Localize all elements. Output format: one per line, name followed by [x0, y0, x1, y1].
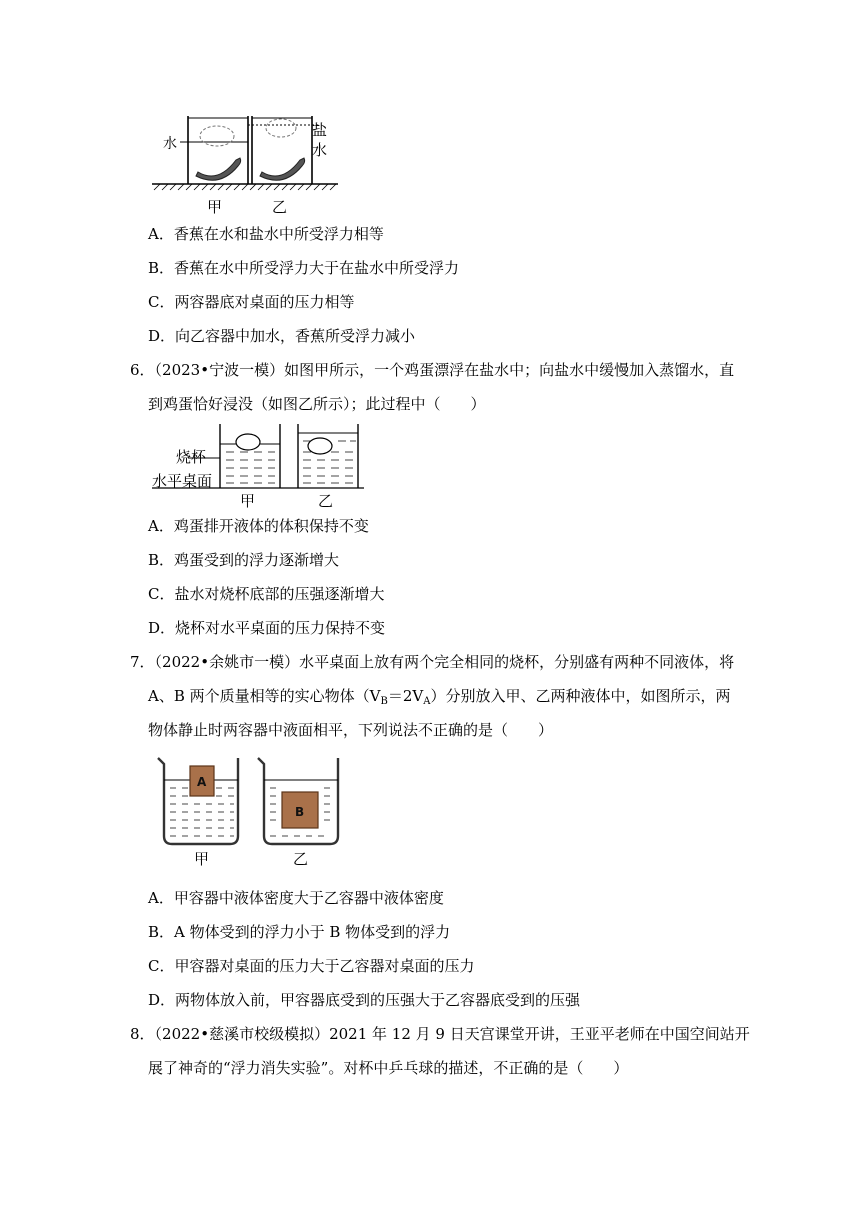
fig6-beaker-label: 烧杯: [176, 448, 207, 466]
q5-option-c: C．两容器底对桌面的压力相等: [148, 293, 355, 311]
banana-left-icon: [196, 158, 241, 180]
q7-option-b: B．A 物体受到的浮力小于 B 物体受到的浮力: [148, 923, 451, 941]
fig5-left-label: 水: [163, 136, 177, 152]
egg-right-icon: [308, 438, 332, 454]
egg-figure: [148, 422, 368, 512]
q6-stem-line-2: 到鸡蛋恰好浸没（如图乙所示）；此过程中（ ）: [148, 395, 486, 413]
q7-stem-line-2: A、B 两个质量相等的实心物体$(V_B=2V_A)$分别放入甲、乙两种液体中，如图所示，两: [148, 687, 731, 707]
banana-figure: [150, 108, 350, 218]
fig5-right-label-1: 盐: [312, 121, 328, 139]
fig7-caption-left: 甲: [194, 850, 210, 866]
q5-option-b: B．香蕉在水中所受浮力大于在盐水中所受浮力: [148, 259, 460, 277]
q8-stem-line-1: 8．（2022•慈溪市校级模拟）2021 年 12 月 9 日天宫课堂开讲，王亚平老师在中国空间站开: [130, 1025, 750, 1043]
fig5-caption-left: 甲: [207, 198, 223, 216]
q6-option-a: A．鸡蛋排开液体的体积保持不变: [148, 517, 369, 535]
q6-option-d: D．烧杯对水平桌面的压力保持不变: [148, 619, 386, 637]
blocks-figure: [152, 754, 348, 866]
block-b-label: B: [295, 805, 305, 819]
q6-option-c: C．盐水对烧杯底部的压强逐渐增大: [148, 585, 385, 603]
fig6-caption-right: 乙: [318, 492, 334, 510]
fig6-table-label: 水平桌面: [152, 472, 213, 490]
q7-option-a: A．甲容器中液体密度大于乙容器中液体密度: [148, 889, 444, 907]
fig7-caption-right: 乙: [293, 850, 309, 866]
q7-option-c: C．甲容器对桌面的压力大于乙容器对桌面的压力: [148, 957, 475, 975]
banana-right-icon: [260, 158, 305, 180]
egg-left-icon: [236, 434, 260, 450]
q7-stem-line-3: 物体静止时两容器中液面相平，下列说法不正确的是（ ）: [148, 721, 554, 739]
q6-option-b: B．鸡蛋受到的浮力逐渐增大: [148, 551, 340, 569]
q8-stem-line-2: 展了神奇的“浮力消失实验”。对杯中乒乓球的描述，不正确的是（ ）: [148, 1059, 629, 1077]
q5-option-a: A．香蕉在水和盐水中所受浮力相等: [148, 225, 384, 243]
block-a-label: A: [197, 775, 207, 789]
q7-stem-line-1: 7．（2022•余姚市一模）水平桌面上放有两个完全相同的烧杯，分别盛有两种不同液体，将: [130, 653, 735, 671]
fig5-caption-right: 乙: [272, 198, 288, 216]
q7-option-d: D．两物体放入前，甲容器底受到的压强大于乙容器底受到的压强: [148, 991, 581, 1009]
q6-stem-line-1: 6．（2023•宁波一模）如图甲所示，一个鸡蛋漂浮在盐水中；向盐水中缓慢加入蒸馏水，直: [130, 361, 735, 379]
fig5-right-label-2: 水: [312, 141, 328, 159]
q5-option-d: D．向乙容器中加水，香蕉所受浮力减小: [148, 327, 416, 345]
fig6-caption-left: 甲: [240, 492, 256, 510]
